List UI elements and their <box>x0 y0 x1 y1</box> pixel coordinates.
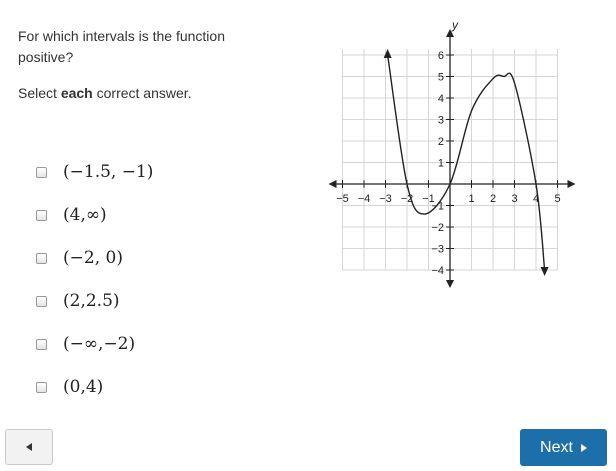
choice-option[interactable] <box>36 203 236 227</box>
x-tick-label: 5 <box>554 193 561 205</box>
instruction-text <box>18 84 278 102</box>
checkbox[interactable] <box>36 253 47 264</box>
choice-option[interactable] <box>36 375 236 399</box>
y-tick-label: 3 <box>437 114 444 127</box>
function-graph <box>318 18 588 298</box>
x-tick-label: −1 <box>422 193 435 205</box>
x-axis-arrow-left <box>329 180 337 188</box>
y-tick-label: 6 <box>437 50 444 62</box>
checkbox[interactable] <box>36 382 47 393</box>
question-text: For which intervals is the function positive? <box>18 28 225 65</box>
choice-label: (2,2.5) <box>63 291 120 311</box>
curve-arrow-up <box>384 49 392 58</box>
choice-option[interactable] <box>36 332 236 356</box>
x-tick-label: 3 <box>511 193 518 205</box>
y-tick-label: 2 <box>437 136 444 148</box>
choice-label: (−2, 0) <box>63 248 123 268</box>
triangle-left-icon <box>26 443 32 451</box>
x-tick-label: −4 <box>357 193 371 205</box>
checkbox[interactable] <box>36 296 47 307</box>
x-tick-label: −5 <box>336 193 349 205</box>
y-axis-label: y <box>452 18 458 32</box>
y-axis-arrow-down <box>446 280 454 288</box>
back-button[interactable] <box>5 429 53 465</box>
checkbox[interactable] <box>36 210 47 221</box>
next-button[interactable] <box>520 429 607 466</box>
y-tick-label: −1 <box>431 200 444 213</box>
x-axis-arrow-right <box>568 180 576 188</box>
x-tick-label: 2 <box>489 193 497 205</box>
choice-option[interactable] <box>36 289 236 313</box>
checkbox[interactable] <box>36 339 47 350</box>
curve-arrow-down <box>541 267 549 276</box>
instruction-suffix: correct answer. <box>92 85 192 101</box>
y-tick-label: 4 <box>437 93 444 105</box>
x-tick-label: 1 <box>468 193 475 205</box>
choice-label: (−∞,−2) <box>63 334 136 354</box>
x-tick-label: 4 <box>532 193 540 205</box>
checkbox[interactable] <box>36 167 47 178</box>
triangle-right-icon <box>581 444 587 452</box>
y-tick-label: −3 <box>431 243 444 256</box>
choice-label: (4,∞) <box>63 205 107 225</box>
choice-option[interactable] <box>36 246 236 270</box>
x-tick-label: −2 <box>400 193 414 205</box>
y-tick-label: 1 <box>437 157 444 170</box>
choice-option[interactable] <box>36 160 236 184</box>
y-tick-label: −4 <box>431 265 444 277</box>
choice-label: (−1.5, −1) <box>63 162 154 182</box>
y-tick-label: 5 <box>437 71 444 84</box>
next-button-label: Next <box>540 438 573 456</box>
instruction-prefix: Select <box>18 85 61 101</box>
instruction-bold: each <box>60 85 93 101</box>
y-tick-label: −2 <box>431 222 444 234</box>
x-tick-label: −3 <box>379 193 392 205</box>
choice-label: (0,4) <box>63 377 104 397</box>
